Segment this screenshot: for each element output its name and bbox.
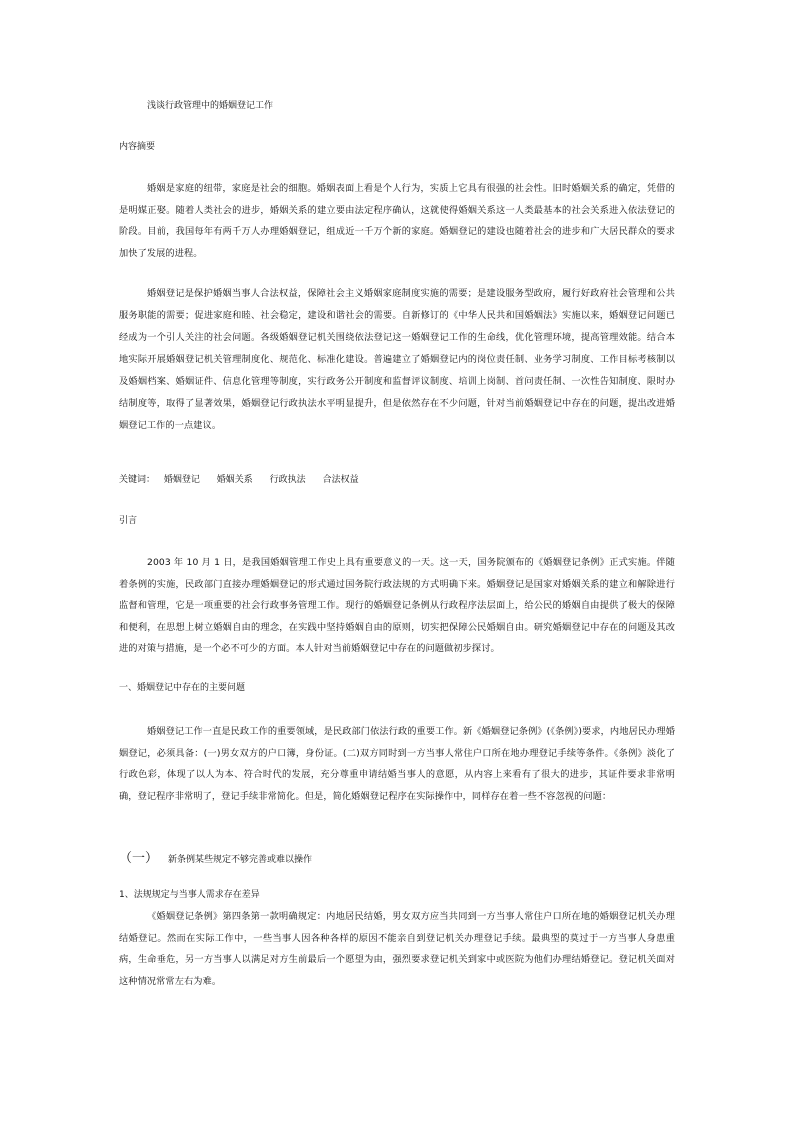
keyword: 婚姻关系: [216, 475, 253, 485]
section-1-heading: 一、婚姻登记中存在的主要问题: [119, 683, 246, 693]
keyword: 合法权益: [322, 475, 359, 485]
intro-paragraph: 2003 年 10 月 1 日，是我国婚姻管理工作史上具有重要意义的一天。这一天，国务院颁布的《婚姻登记条例》正式实施。伴随着条例的实施，民政部门直接办理婚姻登记的形式通过国务院行政法规的方式明确下来。婚姻登记是国家对婚姻关系的建立和解除进行监督和管理，它是一项重要的社会行政事务管理工作。现行的婚姻登记条例从行政程序法层面上，给公民的婚姻自由提供了极大的保障和便利，在思想上树立婚姻自由的理念，在实践中坚持婚姻自由的原则，切实把保障公民婚姻自由。研究婚姻登记中存在的问题及其改进的对策与措施，是一个必不可少的方面。本人针对当前婚姻登记中存在的问题做初步探讨。: [119, 557, 675, 654]
abstract-heading: 内容摘要: [119, 142, 156, 152]
subsection-title: 新条例某些规定不够完善或难以操作: [168, 855, 313, 865]
keywords-line: [119, 474, 373, 486]
item-1-heading: 1、法规规定与当事人需求存在差异: [119, 890, 260, 900]
keyword: 婚姻登记: [163, 475, 200, 485]
section-1-paragraph: 婚姻登记工作一直是民政工作的重要领域，是民政部门依法行政的重要工作。新《婚姻登记条例》(《条例》)要求，内地居民办理婚姻登记，必须具备：(一)男女双方的户口簿，身份证。(二)双方同时到一方当事人常住户口所在地办理登记手续等条件。《条例》淡化了行政色彩，体现了以人为本、符合时代的发展，充分尊重申请结婚当事人的意愿，从内容上来看有了很大的进步，其证件要求非常明确，登记程序非常明了，登记手续非常简化。但是，简化婚姻登记程序在实际操作中，同样存在着一些不容忽视的问题：: [119, 726, 675, 802]
abstract-paragraph-1: 婚姻是家庭的纽带，家庭是社会的细胞。婚姻表面上看是个人行为，实质上它具有很强的社会性。旧时婚姻关系的确定，凭借的是明媒正娶。随着人类社会的进步，婚姻关系的建立要由法定程序确认，这就使得婚姻关系这一人类最基本的社会关系进入依法登记的阶段。目前，我国每年有两千万人办理婚姻登记，组成近一千万个新的家庭。婚姻登记的建设也随着社会的进步和广大居民群众的要求加快了发展的进程。: [119, 183, 675, 259]
item-1-paragraph: 《婚姻登记条例》第四条第一款明确规定：内地居民结婚，男女双方应当共同到一方当事人常住户口所在地的婚姻登记机关办理结婚登记。然而在实际工作中，一些当事人因各种各样的原因不能亲自到登记机关办理登记手续。最典型的莫过于一方当事人身患重病，生命垂危，另一方当事人以满足对方生前最后一个愿望为由，强烈要求登记机关到家中或医院为他们办理结婚登记。登记机关面对这种情况常常左右为难。: [119, 911, 675, 987]
abstract-paragraph-2: 婚姻登记是保护婚姻当事人合法权益，保障社会主义婚姻家庭制度实施的需要；是建设服务型政府，履行好政府社会管理和公共服务职能的需要；促进家庭和睦、社会稳定，建设和谐社会的需要。自新修订的《中华人民共和国婚姻法》实施以来，婚姻登记问题已经成为一个引人关注的社会问题。各级婚姻登记机关围绕依法登记这一婚姻登记工作的生命线，优化管理环境，提高管理效能。结合本地实际开展婚姻登记机关管理制度化、规范化、标准化建设。普遍建立了婚姻登记内的岗位责任制、业务学习制度、工作目标考核制以及婚姻档案、婚姻证件、信息化管理等制度，实行政务公开制度和监督评议制度、培训上岗制、首问责任制、一次性告知制度、限时办结制度等，取得了显著效果，婚姻登记行政执法水平明显提升，但是依然存在不少问题，针对当前婚姻登记中存在的问题，提出改进婚姻登记工作的一点建议。: [119, 288, 675, 431]
subsection-heading: [119, 851, 312, 868]
keyword: 行政执法: [269, 475, 306, 485]
subsection-number: （一）: [119, 851, 159, 866]
intro-heading: 引言: [119, 516, 138, 526]
keywords-label: 关键词：: [119, 475, 156, 485]
document-title: 浅谈行政管理中的婚姻登记工作: [147, 101, 274, 111]
